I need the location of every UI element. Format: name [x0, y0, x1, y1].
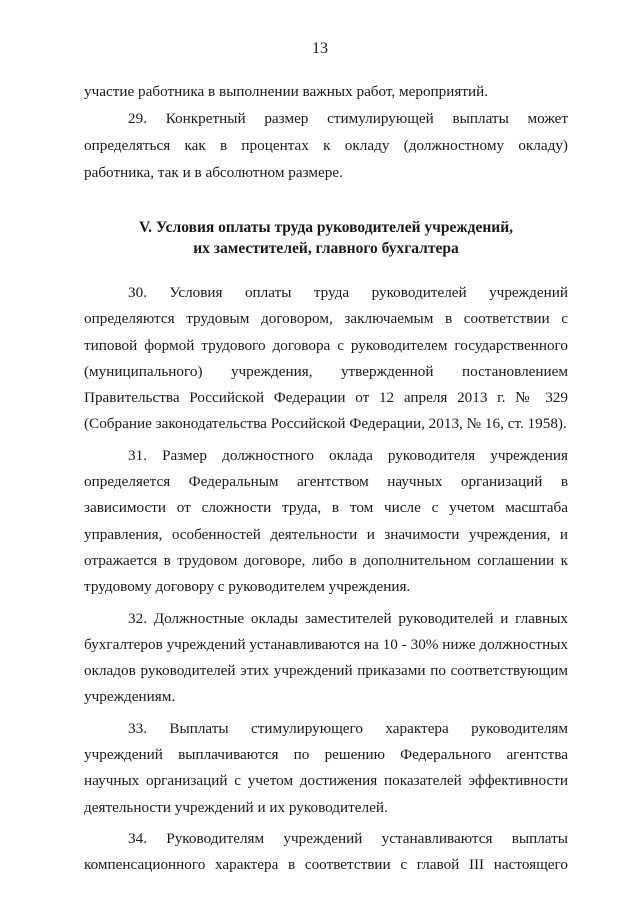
paragraph-34: 34. Руководителям учреждений устанавливаются выплаты компенсационного характера в соответствии с главой III настоящего: [84, 829, 568, 874]
section-heading: [84, 217, 568, 259]
paragraph-29: 29. Конкретный размер стимулирующей выплаты может определяться как в процентах к окладу (должностному окладу) работника, так и в абсолютном размере.: [84, 110, 568, 181]
paragraph-30: 30. Условия оплаты труда руководителей учреждений определяются трудовым договором, заключаемым в соответствии с типовой формой трудового договора с руководителем государственного (муниципального) учреждения, утвержденной постановлением Правительства Российской Федерации от 12 апреля 2013 г. № 329 (Собрание законодательства Российской Федерации, 2013, № 16, ст. 1958).: [84, 284, 568, 433]
top-block: [84, 78, 568, 186]
section-title-line-1: V. Условия оплаты труда руководителей учреждений,: [138, 219, 513, 236]
paragraph-31: 31. Размер должностного оклада руководителя учреждения определяется Федеральным агентством научных организаций в зависимости от сложности труда, в том числе с учетом масштаба управления, особенностей деятельности и значимости учреждения, и отражается в трудовом договоре, либо в дополнительном соглашении к трудовому договору с руководителем учреждения.: [84, 446, 568, 596]
continuation-text: участие работника в выполнении важных работ, мероприятий.: [84, 83, 489, 100]
section-title-line-2: их заместителей, главного бухгалтера: [193, 240, 459, 257]
paragraph-32: 32. Должностные оклады заместителей руководителей и главных бухгалтеров учреждений устанавливаются на 10 - 30% ниже должностных окладов руководителей этих учреждений приказами по соответствующим учреждениям.: [84, 609, 568, 706]
paragraph-33: 33. Выплаты стимулирующего характера руководителям учреждений выплачиваются по решению Федерального агентства научных организаций с учетом достижения показателей эффективности деятельности учреждений и их руководителей.: [84, 719, 568, 816]
main-body: [84, 280, 568, 879]
page-number: 13: [312, 40, 328, 57]
